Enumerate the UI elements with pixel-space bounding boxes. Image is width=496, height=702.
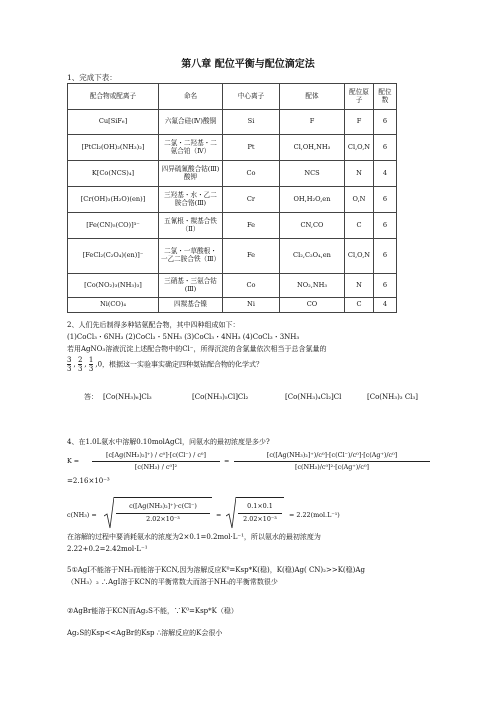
fraction-bar — [116, 513, 210, 514]
question-1-label: 1、完成下表： — [67, 73, 117, 82]
q5-line-1: 5①AgI不能溶于NH₃而能溶于KCN,因为溶解反应K⁰=Ksp*K(稳)，K(稳)Ag( CN)₂>>K(稳)Ag — [67, 566, 365, 574]
header-cell: 配位原子 — [345, 84, 374, 110]
table-cell: Co — [223, 161, 280, 187]
fraction-numerator: 3 — [67, 356, 72, 364]
complex-table — [67, 83, 397, 313]
fraction — [67, 356, 71, 373]
table-cell: Fe — [223, 213, 280, 239]
fraction-denominator: 3 — [67, 365, 72, 373]
table-cell: [PtCl₂(OH)₂(NH₃)₂] — [68, 135, 159, 161]
table-cell: 4 — [374, 298, 397, 313]
k-numerator-2: [c([Ag(NH₃)₂]⁺)/c⁰]·[c(Cl⁻)/c⁰]·[c(Ag⁺)/c⁰] — [266, 451, 398, 459]
table-cell: 二氯・一草酸根・一乙二胺合铁（Ⅲ） — [159, 239, 223, 274]
header-cell: 配位数 — [374, 84, 397, 110]
table-row — [68, 187, 397, 213]
q5-line-3: ②AgBr能溶于KCN而Ag₂S不能，∵K⁰=Ksp*K（稳） — [67, 607, 238, 615]
sqrt-sign-icon — [226, 496, 236, 530]
header-cell: 配体 — [280, 84, 345, 110]
question-4-text: 4、在1.0L氨水中溶解0.10molAgCl，问氨水的最初浓度是多少? — [67, 438, 270, 446]
table-row — [68, 161, 397, 187]
header-cell: 命名 — [159, 84, 223, 110]
table-row — [68, 274, 397, 298]
table-cell: [Cr(OH)₃(H₂O)(en)] — [68, 187, 159, 213]
table-row — [68, 135, 397, 161]
table-row — [68, 213, 397, 239]
k-value: =2.16×10⁻³ — [67, 477, 110, 485]
question-2-fraction-line: $\frac{3}{3}$ , $\frac{2}{3}$ , $\frac{1}{3}$ ,0，根据这一实验事实确定四种氨钴配合物的化学式？ — [67, 356, 264, 373]
table-cell: N — [345, 161, 374, 187]
table-cell: NCS — [280, 161, 345, 187]
question-2-tail: ,0，根据这一实验事实确定四种氨钴配合物的化学式？ — [95, 360, 264, 369]
table-cell: F — [345, 110, 374, 135]
table-cell: C — [345, 213, 374, 239]
fraction-bar — [92, 461, 220, 462]
table-header-row — [68, 84, 397, 110]
k-denominator-1: [c(NH₃) / c⁰]² — [134, 463, 178, 471]
equals-sign: = — [216, 511, 222, 519]
fraction-denominator: 3 — [77, 365, 83, 373]
c-denominator-2: 2.02×10⁻³ — [243, 515, 277, 523]
table-cell: CO — [280, 298, 345, 313]
table-cell: 三羟基・水・乙二胺合铬(Ⅲ) — [159, 187, 223, 213]
answer-formula: [Co(NH₃)₃ Cl₃] — [367, 393, 418, 401]
table-cell: [FeCl₂(C₂O₄)(en)]⁻ — [68, 239, 159, 274]
fraction — [78, 356, 82, 373]
q5-line-2: （NH₃）₂ ∴AgI溶于KCN的平衡常数大而溶于NH₃的平衡常数很少 — [67, 578, 278, 586]
fraction — [89, 356, 93, 373]
c-nh3-result: = 2.22(mol.L⁻¹) — [289, 511, 340, 519]
table-cell: Cl,O,N — [345, 239, 374, 274]
c-numerator-2: 0.1×0.1 — [247, 502, 273, 510]
table-cell: [Fe(CN)₅(CO)]³⁻ — [68, 213, 159, 239]
table-cell: NO₂,NH₃ — [280, 274, 345, 298]
table-cell: 二氯・二羟基・二氨合铂（Ⅳ） — [159, 135, 223, 161]
k-label: K = — [67, 457, 80, 465]
equals-sign: = — [224, 457, 230, 465]
table-cell: Cl,O,N — [345, 135, 374, 161]
table-cell: 6 — [374, 187, 397, 213]
fraction-numerator: 1 — [88, 356, 94, 364]
table-cell: CN,CO — [280, 213, 345, 239]
table-cell: 4 — [374, 161, 397, 187]
table-cell: Co — [223, 274, 280, 298]
c-denominator-1: 2.02×10⁻³ — [146, 515, 180, 523]
table-cell: 6 — [374, 213, 397, 239]
table-cell: Ni(CO)₄ — [68, 298, 159, 313]
table-cell: Ni — [223, 298, 280, 313]
sqrt-sign-icon — [104, 496, 114, 530]
table-cell: N — [345, 274, 374, 298]
table-cell: 6 — [374, 135, 397, 161]
table-cell: K[Co(NCS)₄] — [68, 161, 159, 187]
question-2-intro: 2、人们先后制得多种钴氨配合物，其中四种组成如下： — [67, 321, 240, 329]
table-cell: 五氰根・羰基合铁（Ⅱ） — [159, 213, 223, 239]
table-cell: Cl,OH,NH₃ — [280, 135, 345, 161]
page-title: 第八章 配位平衡与配位滴定法 — [181, 59, 315, 70]
table-cell: 四羰基合镍 — [159, 298, 223, 313]
table-row — [68, 110, 397, 135]
table-cell: O,N — [345, 187, 374, 213]
table-cell: 四异硫氰酸合钴(Ⅲ)酸钾 — [159, 161, 223, 187]
question-2-list: (1)CoCl₃・6NH₃ (2)CoCl₃・5NH₃ (3)CoCl₃・4NH₃ (4)CoCl₃・3NH₃ — [67, 333, 300, 341]
fraction-denominator: 3 — [88, 365, 94, 373]
k-numerator-1: [c[Ag(NH₃)₂]⁺) / c⁰]·[c(Cl⁻) / c⁰] — [105, 451, 206, 459]
answer-formula: [Co(NH₃)₆]Cl₃ — [103, 393, 152, 401]
table-cell: OH,H₂O,en — [280, 187, 345, 213]
q4-conclusion-line-1: 在溶解的过程中要消耗氨水的浓度为2×0.1=0.2mol·L⁻¹，所以氨水的最初浓度为 — [67, 533, 321, 541]
table-cell: 三硝基・三氨合钴(Ⅲ) — [159, 274, 223, 298]
header-cell: 配合物或配离子 — [68, 84, 159, 110]
fraction-bar — [238, 513, 282, 514]
c-nh3-label: c(NH₃) = — [67, 511, 97, 519]
table-cell: Fe — [223, 239, 280, 274]
table-cell: F — [280, 110, 345, 135]
fraction-bar — [234, 461, 430, 462]
table-cell: Cr — [223, 187, 280, 213]
question-2-text: 若用AgNO₃溶液沉淀上述配合物中的Cl⁻，所得沉淀的含氯量依次相当于总含氯量的 — [67, 345, 327, 353]
table-cell: 6 — [374, 110, 397, 135]
table-cell: 6 — [374, 239, 397, 274]
table-cell: Si — [223, 110, 280, 135]
table-cell: C — [345, 298, 374, 313]
q5-line-4: Ag₂S的Ksp<<AgBr的Ksp ∴溶解反应的K会很小 — [67, 629, 223, 637]
table-cell: Pt — [223, 135, 280, 161]
table-cell: [Co(NO₂)₃(NH₃)₃] — [68, 274, 159, 298]
table-row — [68, 239, 397, 274]
table-cell: 6 — [374, 274, 397, 298]
answer-formula: [Co(NH₃)₅Cl]Cl₂ — [192, 393, 249, 401]
table-cell: Cu[SiF₆] — [68, 110, 159, 135]
table-row — [68, 298, 397, 313]
sqrt-bar — [114, 497, 212, 498]
answer-label: 答： — [84, 393, 98, 401]
answer-formula: [Co(NH₃)₄Cl₂]Cl — [285, 393, 342, 401]
k-denominator-2: [c(NH₃)/c⁰]²·[c(Ag⁺)/c⁰] — [294, 463, 370, 471]
sqrt-bar — [236, 497, 284, 498]
c-numerator-1: c([Ag(NH₃)₂]⁺)·c(Cl⁻) — [129, 502, 197, 510]
fraction-numerator: 2 — [77, 356, 83, 364]
header-cell: 中心离子 — [223, 84, 280, 110]
table-cell: 六氟合硅(Ⅳ)酸铜 — [159, 110, 223, 135]
q4-conclusion-line-2: 2.22+0.2=2.42mol·L⁻¹ — [67, 545, 148, 553]
table-cell: Cl₂,C₂O₄,en — [280, 239, 345, 274]
